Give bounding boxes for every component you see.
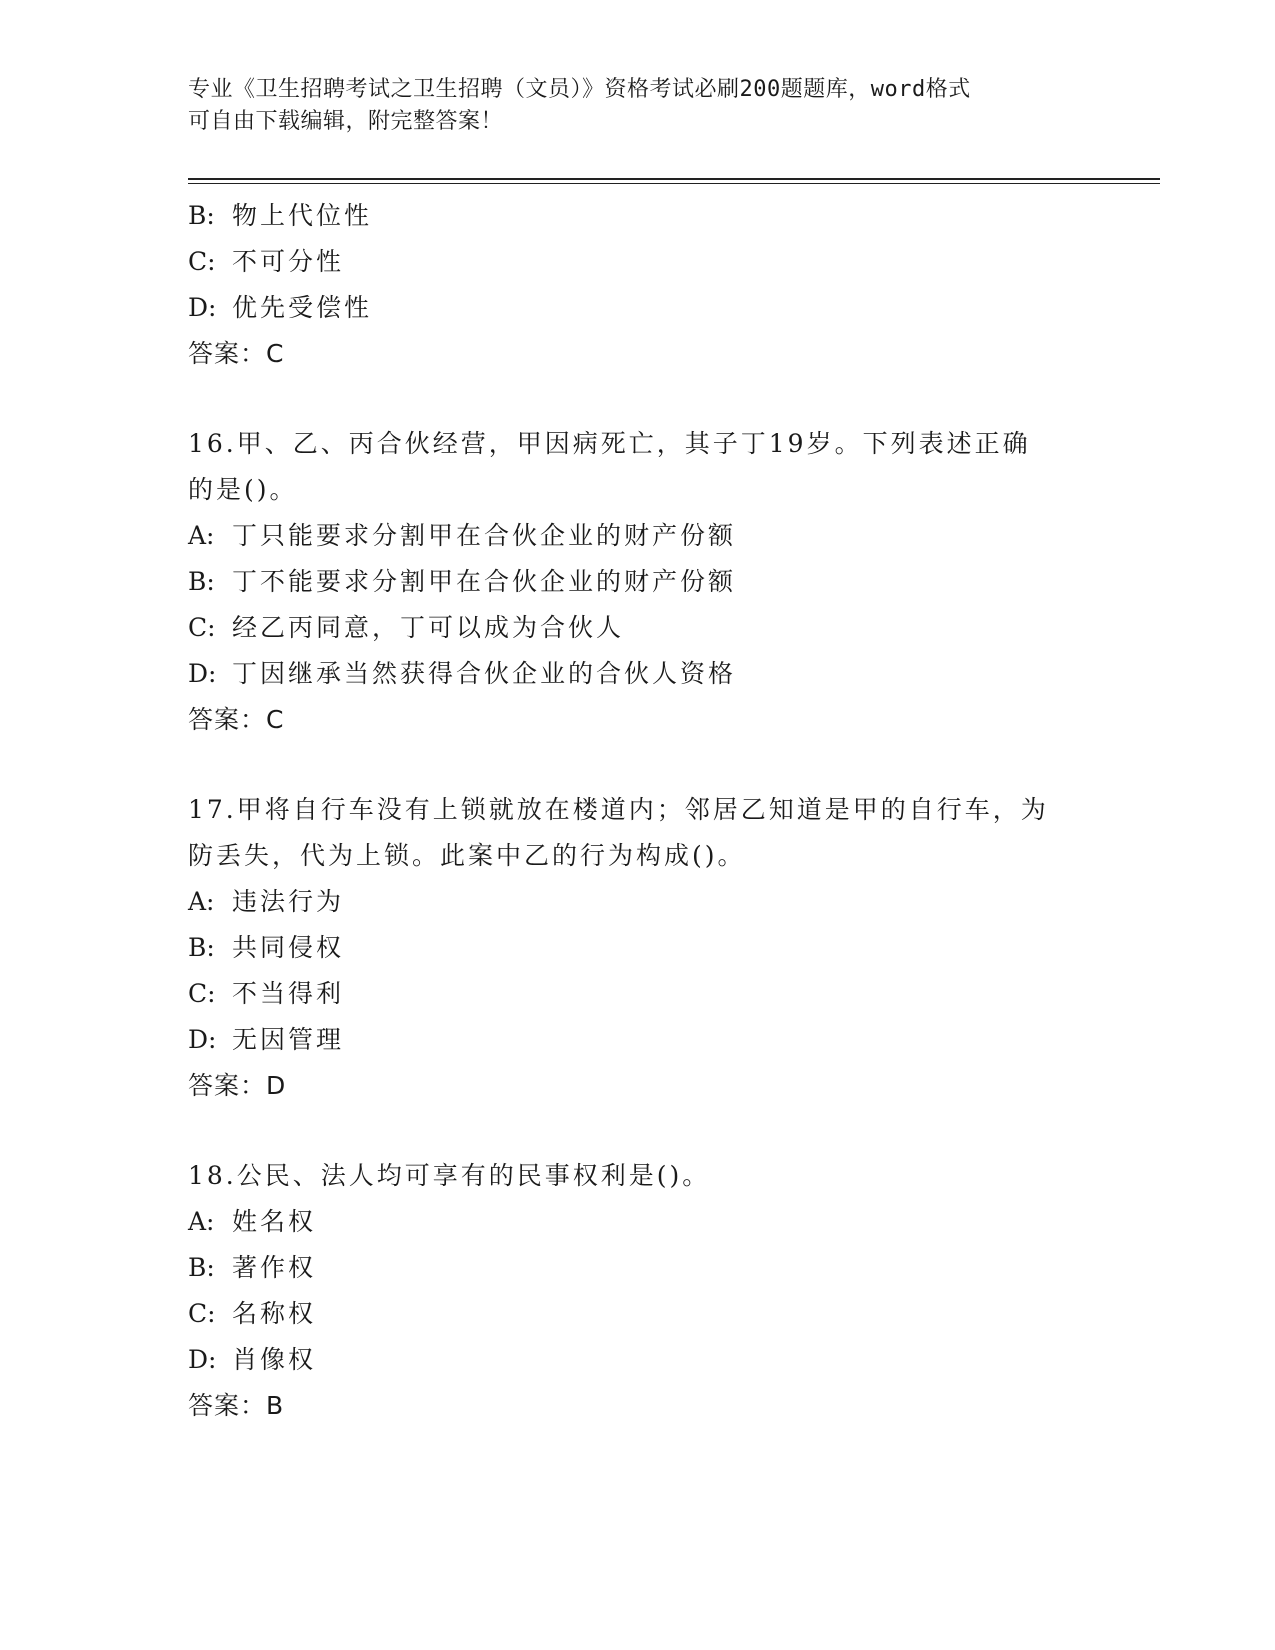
option-d bbox=[188, 1337, 1088, 1383]
option-label: B: bbox=[188, 201, 215, 230]
option-b bbox=[188, 559, 1088, 605]
option-c bbox=[188, 1291, 1088, 1337]
answer-line: 答案：D bbox=[188, 1071, 287, 1100]
option-label: C: bbox=[188, 613, 216, 642]
option-label: B: bbox=[188, 933, 215, 962]
option-label: D: bbox=[188, 293, 217, 322]
option-text: 肖像权 bbox=[232, 1345, 317, 1374]
option-text: 丁不能要求分割甲在合伙企业的财产份额 bbox=[232, 567, 737, 596]
option-text: 无因管理 bbox=[232, 1025, 345, 1054]
option-text: 不可分性 bbox=[232, 247, 345, 276]
question-stem: 16.甲、乙、丙合伙经营，甲因病死亡，其子丁19岁。下列表述正确 bbox=[188, 429, 1031, 458]
option-label: C: bbox=[188, 1299, 216, 1328]
option-d bbox=[188, 1017, 1088, 1063]
question-stem-cont: 的是()。 bbox=[188, 475, 298, 504]
option-text: 物上代位性 bbox=[232, 201, 373, 230]
header-line-2: 可自由下载编辑，附完整答案！ bbox=[188, 109, 504, 134]
option-d bbox=[188, 285, 1088, 331]
option-c bbox=[188, 605, 1088, 651]
option-b bbox=[188, 925, 1088, 971]
option-c bbox=[188, 239, 1088, 285]
header-divider-thick bbox=[188, 178, 1160, 180]
question-stem-cont: 防丢失，代为上锁。此案中乙的行为构成()。 bbox=[188, 841, 746, 870]
option-label: A: bbox=[188, 887, 215, 916]
option-label: A: bbox=[188, 1207, 215, 1236]
question-16 bbox=[188, 421, 1088, 743]
option-label: B: bbox=[188, 1253, 215, 1282]
option-label: D: bbox=[188, 1345, 217, 1374]
document-header bbox=[188, 74, 1088, 138]
option-b bbox=[188, 1245, 1088, 1291]
option-text: 丁只能要求分割甲在合伙企业的财产份额 bbox=[232, 521, 737, 550]
header-divider-thin bbox=[188, 183, 1160, 184]
option-label: A: bbox=[188, 521, 215, 550]
option-label: B: bbox=[188, 567, 215, 596]
question-18 bbox=[188, 1153, 1088, 1429]
question-15-tail bbox=[188, 193, 1088, 377]
answer-line: 答案：B bbox=[188, 1391, 285, 1420]
option-text: 不当得利 bbox=[232, 979, 345, 1008]
option-text: 优先受偿性 bbox=[232, 293, 373, 322]
question-17 bbox=[188, 787, 1088, 1109]
question-stem: 17.甲将自行车没有上锁就放在楼道内；邻居乙知道是甲的自行车，为 bbox=[188, 795, 1049, 824]
option-text: 著作权 bbox=[232, 1253, 317, 1282]
option-a bbox=[188, 879, 1088, 925]
option-label: C: bbox=[188, 979, 216, 1008]
question-content bbox=[188, 193, 1088, 1429]
option-a bbox=[188, 513, 1088, 559]
option-d bbox=[188, 651, 1088, 697]
option-b bbox=[188, 193, 1088, 239]
option-text: 共同侵权 bbox=[232, 933, 345, 962]
option-text: 丁因继承当然获得合伙企业的合伙人资格 bbox=[232, 659, 737, 688]
option-label: D: bbox=[188, 1025, 217, 1054]
header-line-1: 专业《卫生招聘考试之卫生招聘（文员）》资格考试必刷200题题库，word格式 bbox=[188, 77, 971, 102]
option-c bbox=[188, 971, 1088, 1017]
option-text: 名称权 bbox=[232, 1299, 317, 1328]
answer-line: 答案：C bbox=[188, 339, 285, 368]
option-text: 姓名权 bbox=[232, 1207, 317, 1236]
option-text: 经乙丙同意，丁可以成为合伙人 bbox=[232, 613, 625, 642]
answer-line: 答案：C bbox=[188, 705, 285, 734]
question-stem: 18.公民、法人均可享有的民事权利是()。 bbox=[188, 1161, 711, 1190]
option-label: D: bbox=[188, 659, 217, 688]
option-text: 违法行为 bbox=[232, 887, 345, 916]
option-label: C: bbox=[188, 247, 216, 276]
option-a bbox=[188, 1199, 1088, 1245]
